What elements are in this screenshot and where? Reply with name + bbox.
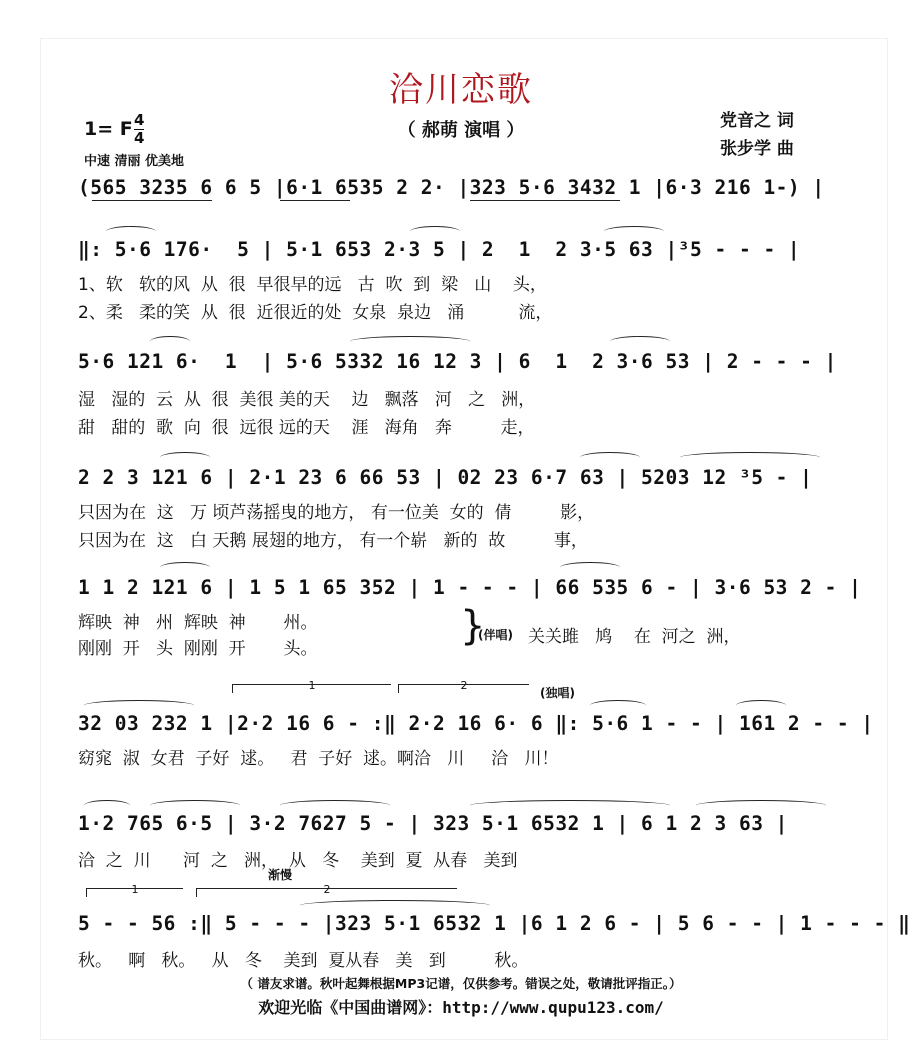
- underline: [280, 200, 350, 201]
- volta-1-label: 1: [308, 679, 316, 692]
- transcription-note: （ 谱友求谱。秋叶起舞根据MP3记谱，仅供参考。错误之处，敬请批评指正。）: [240, 976, 682, 991]
- underline: [92, 200, 212, 201]
- slur: [300, 900, 490, 911]
- slur: [280, 800, 390, 811]
- lyric-line-3-verse-1: 只因为在 这 万 顷芦荡摇曳的地方， 有一位美 女的 倩 影，: [78, 503, 595, 523]
- lyric-line-1-verse-2: 2、柔 柔的笑 从 很 近很近的处 女泉 泉边 涌 流，: [78, 303, 553, 323]
- slur: [680, 452, 820, 463]
- website-link[interactable]: 欢迎光临《中国曲谱网》：http://www.qupu123.com/: [258, 998, 664, 1017]
- singer-credit: （ 郝萌 演唱 ）: [397, 120, 525, 141]
- slur: [84, 700, 194, 711]
- volta-2-label: 2: [460, 679, 468, 692]
- accompaniment-marking: (伴唱): [478, 628, 513, 642]
- lyric-line-6: 洽 之 川 河 之 洲， 从 冬 美到 夏 从春 美到: [78, 851, 518, 871]
- volta-1-bracket: [232, 679, 391, 693]
- lyric-line-7: 秋。 啊 秋。 从 冬 美到 夏从春 美 到 秋。: [78, 951, 529, 971]
- slur: [604, 226, 664, 237]
- notation-line-4: 1 1 2 121 6 | 1 5 1 65 352 | 1 - - - | 66 535 6 - | 3·6 53 2 - |: [78, 576, 862, 599]
- volta-1-label-final: 1: [131, 883, 139, 896]
- notation-line-2: 5·6 121 6· 1 | 5·6 5332 16 12 3 | 6 1 2 3·6 53 | 2 - - - |: [78, 350, 837, 373]
- volta-2-bracket-final: [196, 883, 457, 897]
- volta-2-bracket: [398, 679, 529, 693]
- lyric-line-2-verse-2: 甜 甜的 歌 向 很 远很 远的天 涯 海角 奔 走，: [78, 418, 535, 438]
- lyric-line-3-verse-2: 只因为在 这 白 天鹅 展翅的地方， 有一个崭 新的 故 事，: [78, 531, 588, 551]
- key-signature: 1= F: [84, 118, 133, 140]
- time-numerator: 4: [134, 111, 145, 129]
- slur: [590, 700, 646, 711]
- lyric-line-1-verse-1: 1、软 软的风 从 很 早很早的远 古 吹 到 梁 山 头，: [78, 275, 547, 295]
- slur: [350, 336, 470, 347]
- slur: [106, 226, 156, 237]
- slur: [160, 452, 210, 463]
- lyric-line-4-verse-2: 刚刚 开 头 刚刚 开 头。: [78, 639, 318, 659]
- slur: [736, 700, 786, 711]
- lyric-line-4-verse-1: 辉映 神 州 辉映 神 州。: [78, 613, 318, 633]
- slur: [84, 800, 130, 811]
- slur: [580, 452, 640, 463]
- slur: [150, 800, 240, 811]
- composer-credit: 张步学 曲: [720, 139, 794, 159]
- slur: [560, 562, 620, 573]
- ritardando-marking: 渐慢: [268, 868, 293, 882]
- lyric-line-2-verse-1: 湿 湿的 云 从 很 美很 美的天 边 飘落 河 之 洲，: [78, 390, 536, 410]
- slur: [160, 562, 210, 573]
- lyric-brace: }: [460, 603, 486, 649]
- time-signature: [134, 112, 144, 147]
- notation-line-5: 32 03 232 1 |2·2 16 6 - :‖ 2·2 16 6· 6 ‖: 5·6 1 - - | 161 2 - - |: [78, 712, 874, 735]
- tempo-marking: 中速 清丽 优美地: [84, 154, 185, 169]
- volta-1-bracket-final: [86, 883, 183, 897]
- notation-line-3: 2 2 3 121 6 | 2·1 23 6 66 53 | 02 23 6·7 63 | 5203 12 ³5 - |: [78, 466, 813, 489]
- song-title: 洽川恋歌: [389, 70, 533, 110]
- lyricist-credit: 党音之 词: [720, 111, 794, 131]
- notation-line-7: 5 - - 56 :‖ 5 - - - |323 5·1 6532 1 |6 1 2 6 - | 5 6 - - | 1 - - - ‖: [78, 912, 911, 935]
- underline: [470, 200, 620, 201]
- slur: [150, 336, 190, 347]
- notation-line-1: ‖: 5·6 176· 5 | 5·1 653 2·3 5 | 2 1 2 3·5 63 |³5 - - - |: [78, 238, 801, 261]
- lyric-line-5: 窈窕 淑 女君 子好 逑。 君 子好 逑。啊洽 川 洽 川！: [78, 749, 559, 769]
- slur: [696, 800, 826, 811]
- slur: [610, 336, 670, 347]
- time-denominator: 4: [134, 129, 145, 147]
- volta-2-label-final: 2: [323, 883, 331, 896]
- notation-line-6: 1·2 765 6·5 | 3·2 7627 5 - | 323 5·1 6532 1 | 6 1 2 3 63 |: [78, 812, 788, 835]
- solo-marking: (独唱): [540, 686, 575, 700]
- slur: [470, 800, 670, 811]
- accompaniment-lyric: 关关雎 鸠 在 河之 洲，: [528, 627, 741, 647]
- slur: [410, 226, 460, 237]
- notation-line-intro: (565 3235 6 6 5 |6·1 6535 2 2· |323 5·6 3432 1 |6·3 216 1-) |: [78, 176, 825, 199]
